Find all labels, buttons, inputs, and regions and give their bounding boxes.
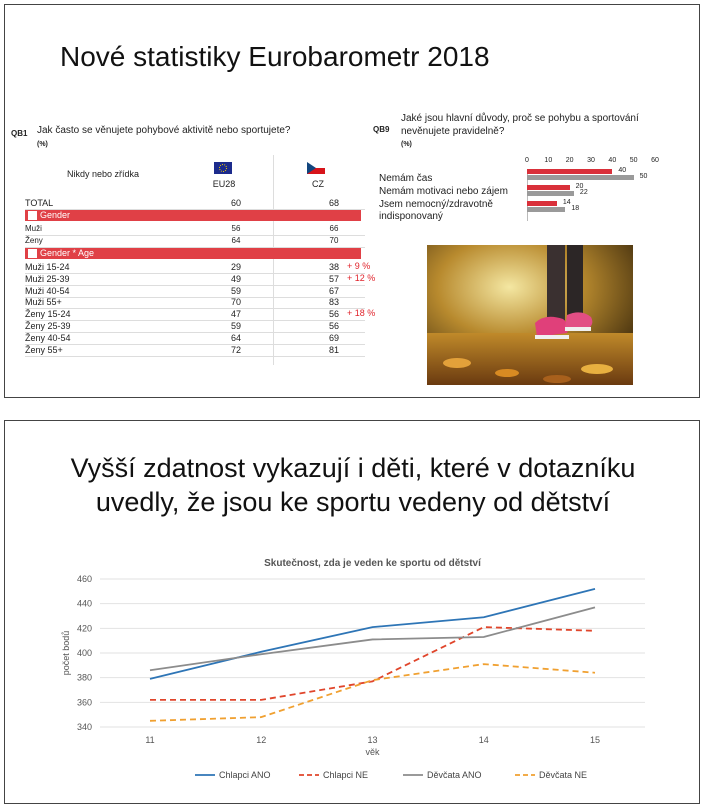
difference-note: + 18 % [347, 308, 376, 319]
y-tick-label: 340 [76, 722, 92, 732]
row-label: Muži 25-39 [25, 273, 70, 284]
slide2-title-line1: Vyšší zdatnost vykazují i děti, které v dotazníku [70, 453, 636, 483]
slide-fitness [4, 420, 700, 804]
qb1-total-row [25, 197, 365, 210]
qb1-col-eu28: EU28 [212, 179, 236, 189]
row-value-eu: 72 [230, 344, 241, 355]
bar-value-label: 14 [562, 199, 571, 206]
axis-tick-label: 10 [544, 157, 553, 164]
bar-eu [527, 169, 612, 174]
difference-note: + 12 % [347, 272, 376, 283]
bar-category-label: Nemám čas [379, 173, 433, 184]
x-tick-label: 11 [145, 735, 155, 745]
row-value-cz: 83 [328, 297, 339, 308]
qb1-question: Jak často se věnujete pohybové aktivitě nebo sportujete? [37, 125, 291, 136]
y-tick-label: 420 [76, 623, 92, 634]
row-value-eu: 64 [231, 236, 241, 245]
running-shoes-photo [427, 245, 633, 385]
qb1-code: QB1 [11, 129, 28, 138]
row-label: Muži 15-24 [25, 262, 70, 272]
group-icon [28, 211, 37, 220]
cz-flag-icon [307, 161, 325, 173]
bar-category-label: Jsem nemocný/zdravotně indisponovaný [379, 199, 493, 222]
row-value-eu: 49 [230, 273, 241, 284]
qb9-question-line1: Jaké jsou hlavní důvody, proč se pohybu a sportování [401, 113, 639, 124]
qb1-subtitle: Nikdy nebo zřídka [67, 169, 140, 179]
section-gender-label: Gender [40, 210, 71, 220]
row-label: TOTAL [25, 198, 54, 208]
bar-eu [527, 201, 557, 206]
y-tick-label: 360 [76, 697, 92, 708]
row-value-eu: 59 [230, 285, 241, 296]
axis-tick-label: 40 [608, 157, 617, 164]
axis-tick-label: 0 [525, 157, 529, 164]
row-value-cz: 67 [328, 285, 339, 296]
row-label: Muži [25, 224, 42, 233]
row-label: Ženy 55+ [25, 344, 63, 355]
x-tick-label: 12 [256, 735, 267, 745]
y-tick-label: 460 [76, 574, 92, 584]
row-value-cz: 66 [329, 224, 339, 233]
bar-cz [527, 191, 574, 196]
qb9-unit: (%) [401, 141, 412, 148]
bar-cz [527, 175, 634, 180]
row-label: Muži 55+ [25, 297, 62, 308]
section-gender-age [25, 248, 361, 259]
bar-value-label: 40 [618, 167, 627, 174]
axis-tick-label: 60 [651, 157, 659, 164]
x-tick-label: 15 [589, 735, 601, 745]
row-value-cz: 56 [328, 321, 339, 331]
section-gender [25, 210, 361, 221]
row-value-eu: 56 [231, 224, 241, 233]
eu-flag-icon [214, 161, 232, 173]
slide1-title: Nové statistiky Eurobarometr 2018 [60, 41, 490, 72]
difference-note: + 9 % [347, 261, 371, 271]
row-label: Ženy 25-39 [25, 321, 71, 331]
row-value-cz: 57 [328, 273, 339, 284]
series-line-děvčata-ano [150, 607, 595, 670]
slide2-title-line2: uvedly, že jsou ke sportu vedeny od dětství [95, 487, 611, 517]
series-line-děvčata-ne [150, 664, 595, 721]
bar-eu [527, 185, 570, 190]
x-tick-label: 14 [478, 735, 489, 745]
row-value-eu: 29 [230, 262, 241, 272]
row-value-cz: 56 [328, 309, 339, 320]
bar-category-label: Nemám motivaci nebo zájem [379, 186, 508, 197]
x-axis-label: věk [365, 747, 380, 757]
calendar-icon [28, 249, 37, 258]
line-chart [5, 421, 701, 805]
y-axis-label: počet bodů [61, 630, 71, 676]
y-tick-label: 380 [76, 672, 92, 683]
row-value-cz: 70 [329, 236, 339, 245]
row-label: Ženy 15-24 [25, 309, 71, 320]
row-value-cz: 69 [328, 332, 339, 343]
y-tick-label: 440 [76, 598, 92, 609]
bar-value-label: 18 [571, 205, 580, 212]
table-row [25, 235, 365, 248]
row-label: Muži 40-54 [25, 285, 70, 296]
row-value-eu: 64 [230, 332, 241, 343]
legend-label: Chlapci ANO [219, 770, 271, 780]
qb1-unit: (%) [37, 141, 48, 148]
qb9-code: QB9 [373, 125, 390, 134]
row-label: Ženy 40-54 [25, 332, 71, 343]
row-value-eu: 60 [230, 198, 241, 208]
bar-value-label: 22 [579, 189, 588, 196]
axis-tick-label: 30 [587, 157, 595, 164]
section-age-label: Gender * Age [40, 248, 95, 258]
row-value-cz: 68 [328, 198, 339, 208]
row-label: Ženy [25, 236, 43, 245]
axis-tick-label: 20 [565, 157, 574, 164]
legend-label: Děvčata ANO [427, 770, 482, 780]
legend-label: Děvčata NE [539, 770, 588, 780]
qb1-col-cz: CZ [312, 179, 324, 189]
bar-value-label: 50 [639, 173, 648, 180]
series-line-chlapci-ano [150, 589, 595, 679]
row-value-cz: 38 [328, 262, 339, 272]
table-row [25, 344, 365, 357]
row-value-eu: 47 [230, 309, 241, 320]
y-tick-label: 400 [76, 648, 92, 658]
row-value-cz: 81 [328, 344, 339, 355]
slide-eurobarometer [4, 4, 700, 398]
bar-value-label: 20 [575, 183, 584, 190]
x-tick-label: 13 [367, 735, 378, 745]
qb9-question-line2: nevěnujete pravidelně? [401, 126, 505, 137]
chart-title: Skutečnost, zda je veden ke sportu od dětství [264, 558, 481, 569]
bar-cz [527, 207, 565, 212]
row-value-eu: 59 [230, 321, 241, 331]
row-value-eu: 70 [230, 297, 241, 308]
legend-label: Chlapci NE [323, 770, 369, 780]
axis-tick-label: 50 [629, 157, 638, 164]
